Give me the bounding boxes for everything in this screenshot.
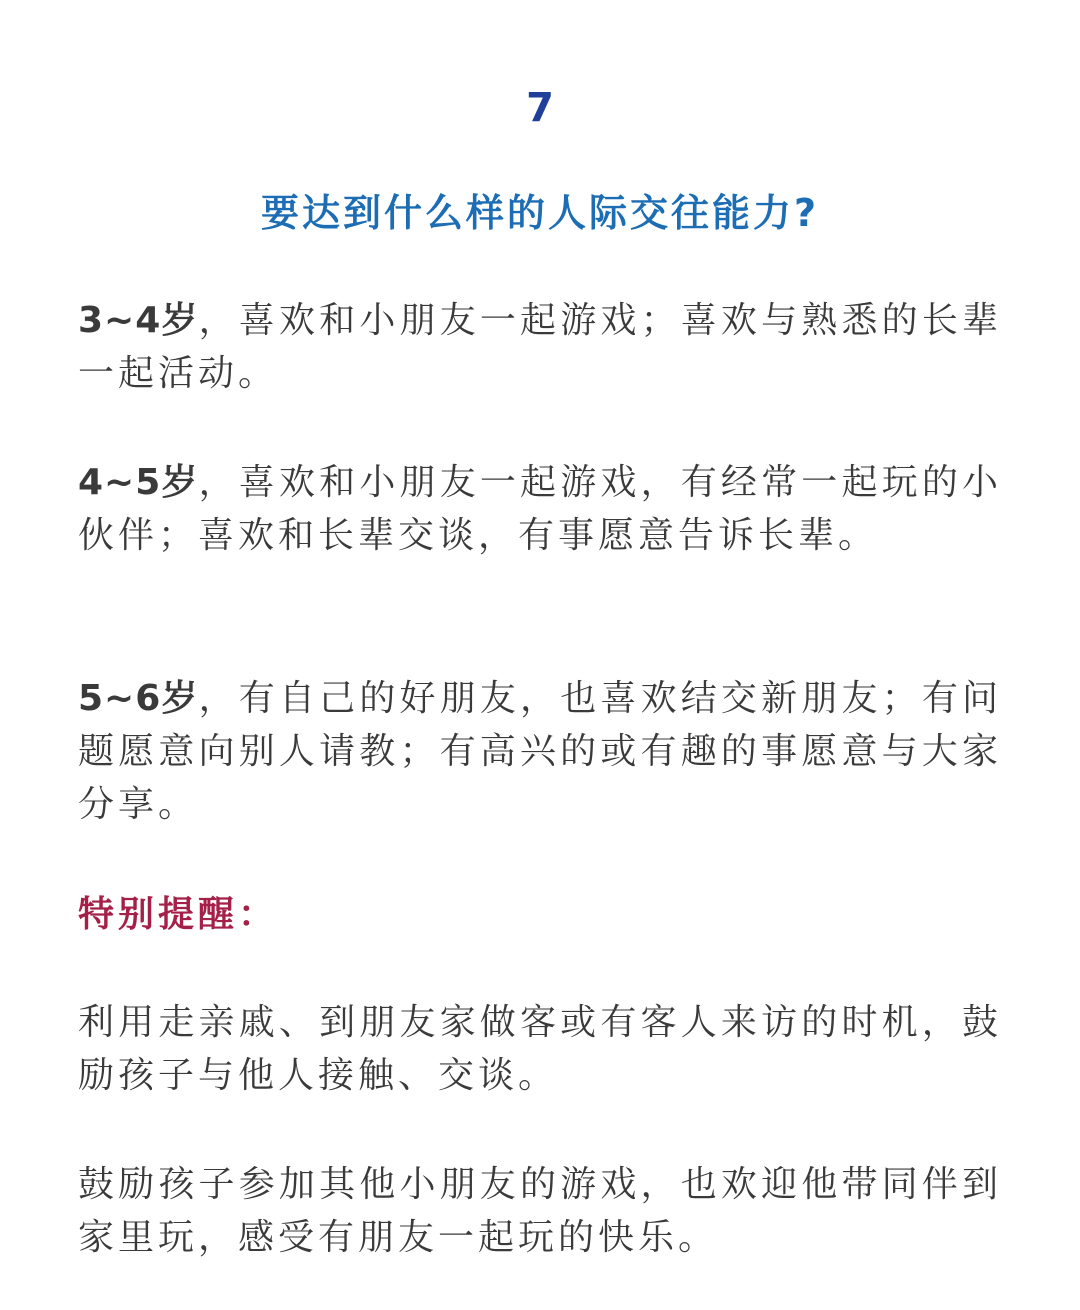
age-paragraph-5-6 bbox=[78, 672, 1002, 831]
section-title: 要达到什么样的人际交往能力? bbox=[260, 191, 820, 235]
reminder-heading: 特别提醒： bbox=[78, 894, 279, 935]
reminder-paragraph: 鼓励孩子参加其他小朋友的游戏，也欢迎他带同伴到家里玩，感受有朋友一起玩的快乐。 bbox=[78, 1164, 1002, 1258]
age-description: ，有自己的好朋友，也喜欢结交新朋友；有问题愿意向别人请教；有高兴的或有趣的事愿意与大家分享。 bbox=[78, 678, 1002, 825]
reminder-paragraph: 利用走亲戚、到朋友家做客或有客人来访的时机，鼓励孩子与他人接触、交谈。 bbox=[78, 1002, 1002, 1096]
age-paragraph-4-5 bbox=[78, 456, 1002, 562]
age-description: ，喜欢和小朋友一起游戏；喜欢与熟悉的长辈一起活动。 bbox=[78, 300, 1002, 394]
age-description: ，喜欢和小朋友一起游戏，有经常一起玩的小伙伴；喜欢和长辈交谈，有事愿意告诉长辈。 bbox=[78, 462, 1002, 556]
age-label: 4~5岁 bbox=[78, 462, 199, 503]
age-paragraph-3-4 bbox=[78, 294, 1002, 400]
age-label: 5~6岁 bbox=[78, 678, 199, 719]
age-label: 3~4岁 bbox=[78, 300, 199, 341]
section-number: 7 bbox=[526, 85, 554, 131]
